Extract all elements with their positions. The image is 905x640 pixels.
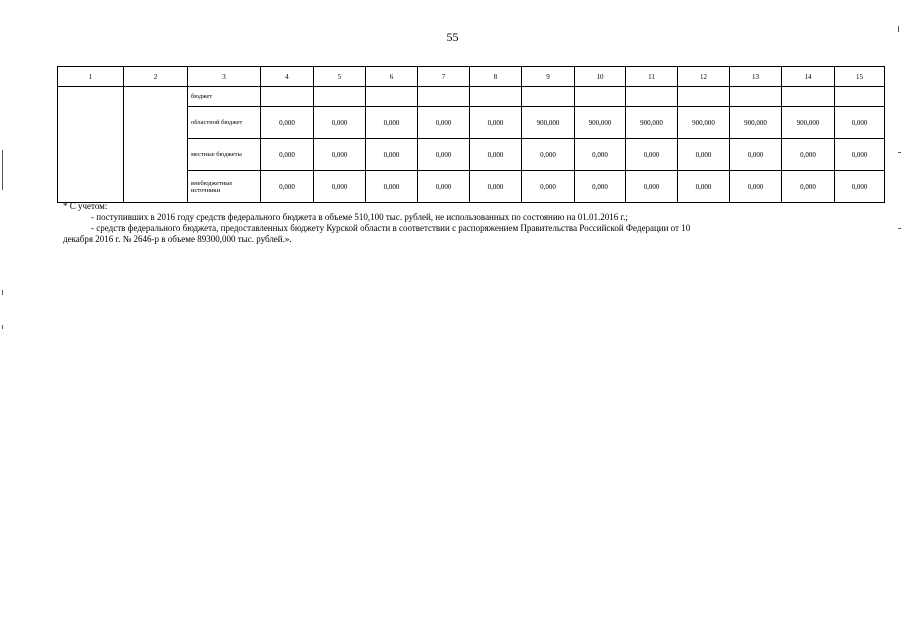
table-cell (418, 87, 470, 107)
table-cell (730, 87, 782, 107)
table-cell: 0,000 (575, 139, 626, 171)
header-cell: 6 (366, 67, 418, 87)
table-cell (366, 87, 418, 107)
table-cell (575, 87, 626, 107)
header-cell: 8 (470, 67, 522, 87)
table-cell: 0,000 (522, 139, 575, 171)
footnote (63, 201, 843, 245)
table-cell (626, 87, 678, 107)
table-cell: 900,000 (730, 107, 782, 139)
table-cell: 0,000 (314, 107, 366, 139)
table-cell: 900,000 (522, 107, 575, 139)
table-cell: 0,000 (261, 107, 314, 139)
header-cell: 9 (522, 67, 575, 87)
header-cell: 12 (678, 67, 730, 87)
table-cell: 0,000 (782, 139, 835, 171)
table-cell: 0,000 (626, 171, 678, 203)
scan-mark (898, 26, 899, 32)
table-cell: 900,000 (626, 107, 678, 139)
scan-mark (2, 150, 3, 190)
table-cell: 900,000 (782, 107, 835, 139)
scan-mark (898, 228, 901, 229)
table-cell: 0,000 (470, 171, 522, 203)
table-cell: 0,000 (314, 139, 366, 171)
header-cell: 15 (835, 67, 885, 87)
page-number: 55 (446, 30, 459, 44)
table-row (58, 87, 885, 107)
table-cell: 0,000 (782, 171, 835, 203)
header-cell: 7 (418, 67, 470, 87)
table-cell: 0,000 (522, 171, 575, 203)
table-cell: 0,000 (835, 171, 885, 203)
merged-cell-col2 (124, 87, 188, 203)
table-cell: 900,000 (678, 107, 730, 139)
table-cell: 900,000 (575, 107, 626, 139)
table-cell: 0,000 (418, 171, 470, 203)
table-cell: 0,000 (470, 107, 522, 139)
table-cell (678, 87, 730, 107)
budget-table (57, 66, 885, 203)
row-label: областной бюджет (188, 107, 261, 139)
table-cell: 0,000 (730, 139, 782, 171)
table-cell: 0,000 (575, 171, 626, 203)
scan-mark (898, 152, 901, 153)
table-cell: 0,000 (835, 107, 885, 139)
table-cell: 0,000 (678, 171, 730, 203)
table-cell: 0,000 (366, 171, 418, 203)
table-cell: 0,000 (470, 139, 522, 171)
header-cell: 14 (782, 67, 835, 87)
footnote-line: - средств федерального бюджета, предоставленных бюджету Курской области в соответствии с распоряжением Правительства Российской Федерации от 10 (91, 223, 691, 233)
row-label: местные бюджеты (188, 139, 261, 171)
table-cell (314, 87, 366, 107)
table-cell (835, 87, 885, 107)
table-cell: 0,000 (366, 107, 418, 139)
table-cell (470, 87, 522, 107)
header-cell: 3 (188, 67, 261, 87)
header-cell: 4 (261, 67, 314, 87)
table-cell: 0,000 (835, 139, 885, 171)
footnote-title: * С учетом: (63, 201, 108, 211)
footnote-line: декабря 2016 г. № 2646-р в объеме 89300,000 тыс. рублей.». (63, 234, 292, 244)
table-cell: 0,000 (366, 139, 418, 171)
scan-mark (2, 290, 3, 295)
table-cell: 0,000 (418, 107, 470, 139)
footnote-line: - поступивших в 2016 году средств федерального бюджета в объеме 510,100 тыс. рублей, не использованных по состоянию на 01.01.2016 г.; (91, 212, 628, 222)
table-cell: 0,000 (314, 171, 366, 203)
table-cell: 0,000 (678, 139, 730, 171)
table-cell: 0,000 (261, 171, 314, 203)
table-cell (782, 87, 835, 107)
header-cell: 10 (575, 67, 626, 87)
table-cell: 0,000 (261, 139, 314, 171)
merged-cell-col1 (58, 87, 124, 203)
table-cell: 0,000 (730, 171, 782, 203)
table-cell (261, 87, 314, 107)
header-cell: 2 (124, 67, 188, 87)
table-cell (522, 87, 575, 107)
table-cell: 0,000 (418, 139, 470, 171)
header-cell: 1 (58, 67, 124, 87)
header-cell: 11 (626, 67, 678, 87)
row-label: внебюджетные источники (188, 171, 261, 203)
header-cell: 5 (314, 67, 366, 87)
header-cell: 13 (730, 67, 782, 87)
table-cell: 0,000 (626, 139, 678, 171)
scan-mark (2, 325, 3, 329)
table-header-row (58, 67, 885, 87)
row-label: бюджет (188, 87, 261, 107)
